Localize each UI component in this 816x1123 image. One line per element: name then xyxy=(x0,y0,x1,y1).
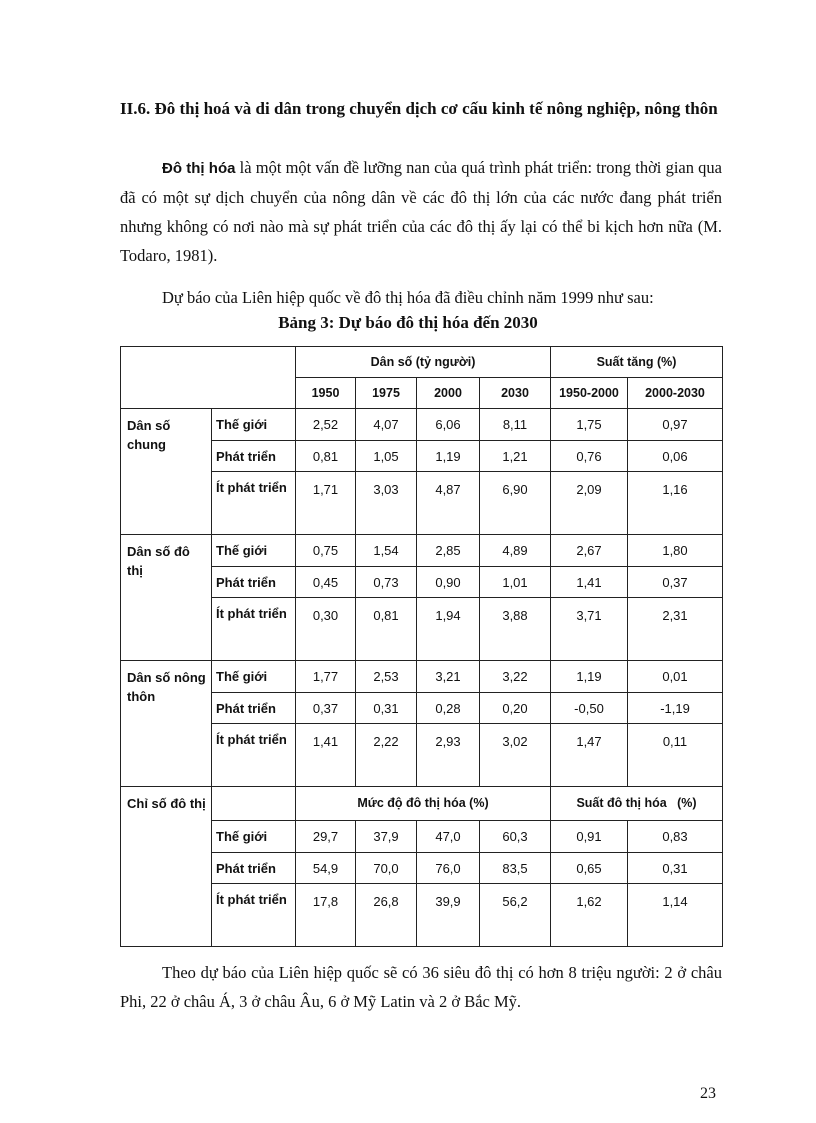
paragraph-urbanization xyxy=(120,153,722,270)
population-value: 2,93 xyxy=(417,724,480,787)
region-label: Phát triển xyxy=(212,567,296,598)
table-row xyxy=(121,567,723,598)
urbanization-rate-value: 1,14 xyxy=(628,884,723,947)
region-label: Thế giới xyxy=(212,821,296,853)
index-header-row xyxy=(121,787,723,821)
paragraph-text: Dự báo của Liên hiệp quốc về đô thị hóa đã điều chỉnh năm 1999 như sau: xyxy=(162,288,654,307)
region-label: Ít phát triển xyxy=(212,472,296,535)
population-value: 0,37 xyxy=(296,693,356,724)
population-value: 1,94 xyxy=(417,598,480,661)
population-value: 1,77 xyxy=(296,661,356,693)
growth-rate-value: 1,75 xyxy=(551,409,628,441)
population-value: 4,87 xyxy=(417,472,480,535)
header-growth: Suất tăng (%) xyxy=(551,347,723,378)
urbanization-level-value: 26,8 xyxy=(356,884,417,947)
table-row xyxy=(121,821,723,853)
urbanization-level-value: 83,5 xyxy=(480,853,551,884)
population-value: 1,54 xyxy=(356,535,417,567)
urbanization-rate-value: 0,65 xyxy=(551,853,628,884)
population-value: 1,01 xyxy=(480,567,551,598)
paragraph-forecast-intro xyxy=(120,283,722,312)
population-value: 6,06 xyxy=(417,409,480,441)
population-value: 0,45 xyxy=(296,567,356,598)
urbanization-level-value: 47,0 xyxy=(417,821,480,853)
table-row xyxy=(121,535,723,567)
group-label: Chỉ số đô thị xyxy=(121,787,212,947)
population-value: 3,22 xyxy=(480,661,551,693)
population-value: 1,05 xyxy=(356,441,417,472)
urbanization-forecast-table xyxy=(120,346,723,947)
region-label: Thế giới xyxy=(212,661,296,693)
population-value: 1,41 xyxy=(296,724,356,787)
growth-rate-value: -0,50 xyxy=(551,693,628,724)
urbanization-rate-value: 0,83 xyxy=(628,821,723,853)
table-caption: Bảng 3: Dự báo đô thị hóa đến 2030 xyxy=(278,313,538,332)
population-value: 3,03 xyxy=(356,472,417,535)
table-row xyxy=(121,884,723,947)
group-label: Dân số đô thị xyxy=(121,535,212,661)
urbanization-level-value: 17,8 xyxy=(296,884,356,947)
urbanization-level-value: 60,3 xyxy=(480,821,551,853)
population-value: 0,30 xyxy=(296,598,356,661)
year-header: 2000 xyxy=(417,378,480,409)
growth-rate-value: 3,71 xyxy=(551,598,628,661)
growth-rate-value: 0,06 xyxy=(628,441,723,472)
growth-rate-value: 0,97 xyxy=(628,409,723,441)
growth-rate-value: 2,31 xyxy=(628,598,723,661)
year-header: 1950 xyxy=(296,378,356,409)
region-label: Thế giới xyxy=(212,535,296,567)
population-value: 0,73 xyxy=(356,567,417,598)
table-row xyxy=(121,472,723,535)
urbanization-level-value: 76,0 xyxy=(417,853,480,884)
growth-rate-value: 1,80 xyxy=(628,535,723,567)
urbanization-rate-value: 1,62 xyxy=(551,884,628,947)
paragraph-text: là một một vấn đề lưỡng nan của quá trình phát triển: trong thời gian qua đã có một sự dịch chuyển của nông dân về các đô thị lớn của các nước đang phát triển nhưng không có nơi nào mà sự phát triển của các đô thị ấy lại có thể bi kịch hơn nữa (M. Todaro, 1981). xyxy=(120,158,722,265)
header-urbanization-level: Mức độ đô thị hóa (%) xyxy=(296,787,551,821)
population-value: 0,28 xyxy=(417,693,480,724)
growth-rate-value: 1,16 xyxy=(628,472,723,535)
table-row xyxy=(121,724,723,787)
header-row-groups xyxy=(121,347,723,378)
urbanization-level-value: 70,0 xyxy=(356,853,417,884)
region-label: Thế giới xyxy=(212,409,296,441)
population-value: 0,20 xyxy=(480,693,551,724)
population-value: 0,75 xyxy=(296,535,356,567)
population-value: 6,90 xyxy=(480,472,551,535)
table-row xyxy=(121,441,723,472)
header-urbanization-rate: Suất đô thị hóa (%) xyxy=(551,787,723,821)
urbanization-level-value: 29,7 xyxy=(296,821,356,853)
index-body xyxy=(121,787,723,947)
region-label: Phát triển xyxy=(212,441,296,472)
period-header: 2000-2030 xyxy=(628,378,723,409)
section-heading: II.6. Đô thị hoá và di dân trong chuyển dịch cơ cấu kinh tế nông nghiệp, nông thôn xyxy=(120,99,718,118)
population-value: 0,81 xyxy=(356,598,417,661)
population-value: 8,11 xyxy=(480,409,551,441)
region-label: Phát triển xyxy=(212,693,296,724)
index-header-blank xyxy=(212,787,296,821)
population-value: 2,85 xyxy=(417,535,480,567)
table-row xyxy=(121,853,723,884)
growth-rate-value: 0,11 xyxy=(628,724,723,787)
paragraph-text: Theo dự báo của Liên hiệp quốc sẽ có 36 siêu đô thị có hơn 8 triệu người: 2 ở châu Phi, 22 ở châu Á, 3 ở châu Âu, 6 ở Mỹ Latin và 2 ở Bắc Mỹ. xyxy=(120,963,722,1011)
urbanization-level-value: 39,9 xyxy=(417,884,480,947)
urbanization-rate-value: 0,91 xyxy=(551,821,628,853)
urbanization-level-value: 54,9 xyxy=(296,853,356,884)
growth-rate-value: 1,47 xyxy=(551,724,628,787)
paragraph-megacities xyxy=(120,958,722,1016)
urbanization-rate-value: 0,31 xyxy=(628,853,723,884)
population-value: 2,52 xyxy=(296,409,356,441)
urbanization-level-value: 37,9 xyxy=(356,821,417,853)
population-value: 1,21 xyxy=(480,441,551,472)
population-value: 0,31 xyxy=(356,693,417,724)
bold-term: Đô thị hóa xyxy=(162,160,236,177)
population-value: 1,19 xyxy=(417,441,480,472)
population-value: 1,71 xyxy=(296,472,356,535)
population-value: 2,53 xyxy=(356,661,417,693)
growth-rate-value: 0,76 xyxy=(551,441,628,472)
population-value: 2,22 xyxy=(356,724,417,787)
growth-rate-value: 1,19 xyxy=(551,661,628,693)
header-population: Dân số (tỷ người) xyxy=(296,347,551,378)
table-body xyxy=(121,409,723,787)
table-row xyxy=(121,409,723,441)
year-header: 1975 xyxy=(356,378,417,409)
population-value: 0,81 xyxy=(296,441,356,472)
growth-rate-value: 0,01 xyxy=(628,661,723,693)
table-row xyxy=(121,661,723,693)
region-label: Phát triển xyxy=(212,853,296,884)
region-label: Ít phát triển xyxy=(212,724,296,787)
table-row xyxy=(121,693,723,724)
growth-rate-value: 0,37 xyxy=(628,567,723,598)
population-value: 4,07 xyxy=(356,409,417,441)
growth-rate-value: 2,09 xyxy=(551,472,628,535)
population-value: 3,02 xyxy=(480,724,551,787)
population-value: 0,90 xyxy=(417,567,480,598)
growth-rate-value: 1,41 xyxy=(551,567,628,598)
growth-rate-value: 2,67 xyxy=(551,535,628,567)
region-label: Ít phát triển xyxy=(212,884,296,947)
urbanization-level-value: 56,2 xyxy=(480,884,551,947)
growth-rate-value: -1,19 xyxy=(628,693,723,724)
header-corner xyxy=(121,347,296,409)
region-label: Ít phát triển xyxy=(212,598,296,661)
population-value: 3,88 xyxy=(480,598,551,661)
group-label: Dân số chung xyxy=(121,409,212,535)
table-row xyxy=(121,598,723,661)
population-value: 4,89 xyxy=(480,535,551,567)
group-label: Dân số nông thôn xyxy=(121,661,212,787)
period-header: 1950-2000 xyxy=(551,378,628,409)
year-header: 2030 xyxy=(480,378,551,409)
population-value: 3,21 xyxy=(417,661,480,693)
page-number: 23 xyxy=(700,1085,716,1102)
